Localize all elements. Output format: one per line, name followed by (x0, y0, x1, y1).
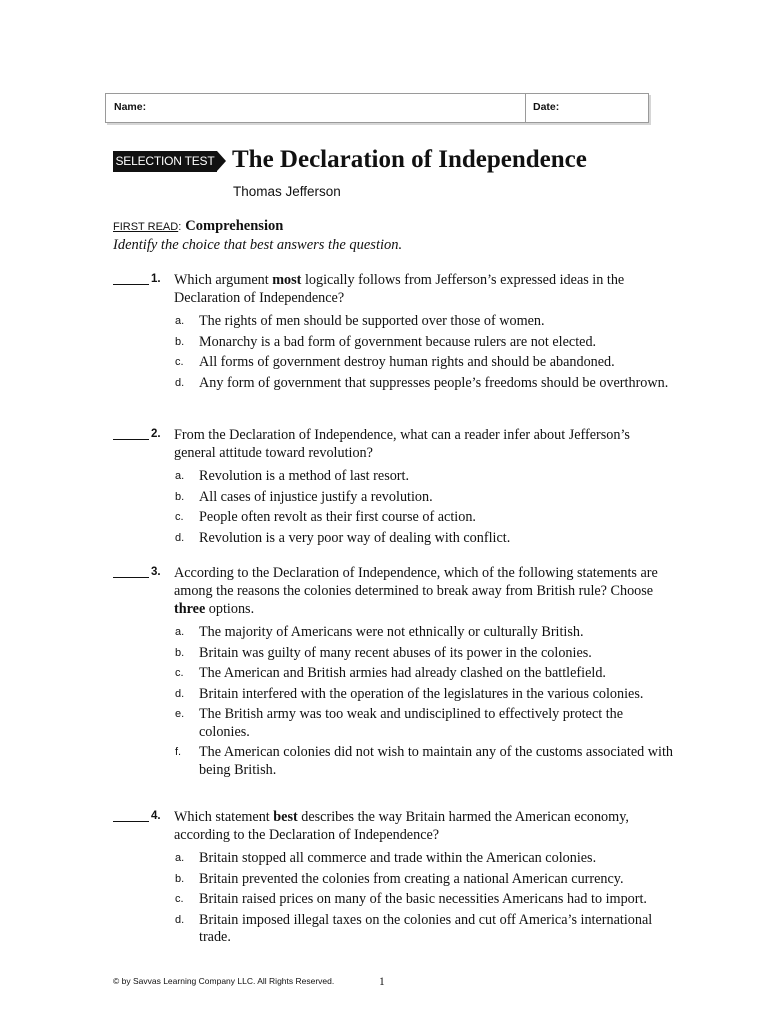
choice-letter: a. (175, 470, 185, 482)
choice-letter: a. (175, 852, 185, 864)
answer-blank[interactable] (113, 821, 149, 822)
choice-text: The majority of Americans were not ethnically or culturally British. (199, 624, 584, 640)
choice-item (113, 871, 673, 889)
choice-list (113, 850, 673, 947)
choice-text: Any form of government that suppresses people’s freedoms should be overthrown. (199, 374, 669, 391)
name-date-box (105, 93, 649, 123)
question-1 (113, 271, 673, 395)
choice-letter: a. (175, 315, 185, 327)
answer-blank[interactable] (113, 284, 149, 285)
choice-text: The rights of men should be supported over those of women. (199, 313, 545, 329)
emphasis: most (272, 272, 302, 288)
choice-item (113, 530, 673, 548)
author: Thomas Jefferson (233, 184, 341, 199)
question-2 (113, 426, 673, 550)
choice-letter: c. (175, 893, 184, 905)
choice-letter: d. (175, 376, 185, 389)
choice-letter: d. (175, 687, 185, 700)
choice-text: The British army was too weak and undisciplined to effectively protect the colonies. (199, 706, 624, 740)
choice-item (113, 850, 673, 868)
emphasis: best (273, 809, 298, 825)
choice-item (113, 645, 673, 663)
choice-item (113, 313, 673, 331)
choice-letter: b. (175, 646, 185, 659)
instructions: Identify the choice that best answers the question. (113, 237, 403, 253)
choice-item (113, 912, 673, 947)
choice-item (113, 334, 673, 352)
choice-text: Britain imposed illegal taxes on the colonies and cut off America’s international trade. (199, 911, 653, 945)
choice-text: All forms of government destroy human rights and should be abandoned. (199, 354, 615, 370)
choice-text: Britain raised prices on many of the basic necessities Americans had to import. (199, 891, 647, 907)
choice-item (113, 468, 673, 486)
choice-text: All cases of injustice justify a revolution. (199, 488, 433, 505)
emphasis: three (174, 601, 206, 617)
question-number: 4. (151, 810, 161, 822)
copyright-notice: © by Savvas Learning Company LLC. All Rights Reserved. (113, 976, 335, 986)
question-text: According to the Declaration of Independence, which of the following statements are among the reasons the colonies determined to break away from British rule? Choose three options. (174, 565, 658, 617)
choice-item (113, 665, 673, 683)
choice-list (113, 468, 673, 547)
choice-letter: f. (175, 746, 182, 758)
choice-item (113, 891, 673, 909)
name-field[interactable] (106, 94, 526, 122)
choice-text: Britain was guilty of many recent abuses of its power in the colonies. (199, 644, 592, 661)
choice-text: Revolution is a method of last resort. (199, 468, 410, 484)
choice-letter: c. (175, 356, 184, 368)
choice-item (113, 744, 673, 779)
choice-list (113, 313, 673, 392)
choice-letter: c. (175, 667, 184, 679)
choice-item (113, 509, 673, 527)
date-label: Date: (533, 101, 560, 113)
choice-text: The American colonies did not wish to maintain any of the customs associated with being British. (199, 744, 673, 778)
choice-text: Britain stopped all commerce and trade within the American colonies. (199, 850, 597, 866)
choice-item (113, 354, 673, 372)
question-number: 1. (151, 273, 161, 285)
choice-letter: c. (175, 511, 184, 523)
choice-item (113, 706, 673, 741)
first-read-label: FIRST READ (113, 221, 179, 233)
choice-text: Britain prevented the colonies from creating a national American currency. (199, 870, 624, 887)
selection-test-badge: SELECTION TEST (113, 151, 217, 172)
choice-item (113, 489, 673, 507)
page-title: The Declaration of Independence (232, 146, 587, 173)
choice-letter: b. (175, 490, 185, 503)
choice-letter: b. (175, 872, 185, 885)
question-text: Which statement best describes the way Britain harmed the American economy, according to the Declaration of Independence? (174, 809, 629, 843)
question-number: 3. (151, 566, 161, 578)
first-read-colon: : (178, 221, 182, 233)
question-number: 2. (151, 428, 161, 440)
answer-blank[interactable] (113, 439, 149, 440)
choice-text: Britain interfered with the operation of the legislatures in the various colonies. (199, 685, 644, 702)
choice-letter: b. (175, 335, 185, 348)
choice-letter: e. (175, 708, 185, 720)
section-heading (113, 217, 283, 235)
choice-list (113, 624, 673, 779)
choice-item (113, 375, 673, 393)
choice-text: Monarchy is a bad form of government because rulers are not elected. (199, 333, 597, 350)
choice-letter: d. (175, 531, 185, 544)
choice-text: People often revolt as their first course of action. (199, 509, 476, 525)
choice-letter: a. (175, 626, 185, 638)
page-number: 1 (379, 976, 385, 988)
question-4 (113, 808, 673, 950)
choice-text: Revolution is a very poor way of dealing with conflict. (199, 529, 511, 546)
name-label: Name: (114, 101, 147, 113)
choice-item (113, 686, 673, 704)
choice-letter: d. (175, 913, 185, 926)
choice-item (113, 624, 673, 642)
choice-text: The American and British armies had already clashed on the battlefield. (199, 665, 606, 681)
question-3 (113, 564, 673, 782)
comprehension-label: Comprehension (185, 218, 284, 234)
question-text: Which argument most logically follows from Jefferson’s expressed ideas in the Declaration of Independence? (174, 272, 625, 306)
date-field[interactable] (526, 94, 648, 122)
question-text: From the Declaration of Independence, what can a reader infer about Jefferson’s general attitude toward revolution? (174, 427, 630, 461)
badge-arrow-icon (217, 151, 226, 171)
answer-blank[interactable] (113, 577, 149, 578)
